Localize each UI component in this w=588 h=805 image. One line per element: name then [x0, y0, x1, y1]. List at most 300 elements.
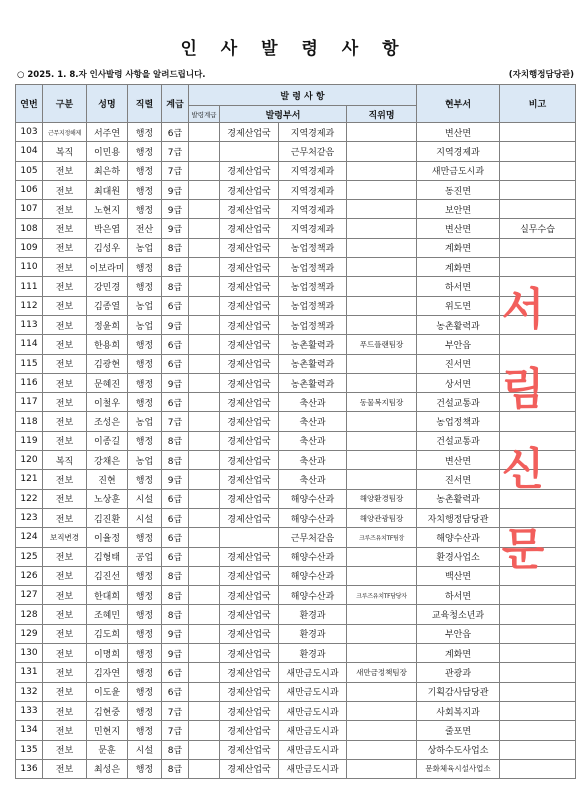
cell-type: 전보 [43, 547, 87, 566]
cell-current: 새만금도시과 [417, 161, 500, 180]
cell-type: 전보 [43, 354, 87, 373]
cell-order-bureau: 경제산업국 [220, 663, 279, 682]
cell-type: 전보 [43, 277, 87, 296]
cell-order-position [347, 605, 417, 624]
cell-order-grade [189, 682, 220, 701]
cell-note [500, 508, 576, 527]
cell-order-grade [189, 373, 220, 392]
cell-order-dept: 새만금도시과 [279, 740, 347, 759]
cell-type: 보직변경 [43, 528, 87, 547]
cell-current: 사회복지과 [417, 701, 500, 720]
cell-grade: 6급 [162, 393, 189, 412]
cell-current: 변산면 [417, 219, 500, 238]
cell-order-dept: 근무처같음 [279, 142, 347, 161]
cell-type: 전보 [43, 586, 87, 605]
cell-grade: 9급 [162, 200, 189, 219]
cell-grade: 6급 [162, 528, 189, 547]
cell-order-position [347, 566, 417, 585]
cell-current: 건설교통과 [417, 431, 500, 450]
cell-grade: 8급 [162, 431, 189, 450]
cell-order-bureau: 경제산업국 [220, 238, 279, 257]
cell-order-grade [189, 701, 220, 720]
cell-type: 전보 [43, 180, 87, 199]
cell-name: 노상훈 [87, 489, 128, 508]
cell-note [500, 644, 576, 663]
watermark-char: 문 [501, 524, 545, 575]
cell-order-position: 새만금정책팀장 [347, 663, 417, 682]
cell-order-dept: 새만금도시과 [279, 701, 347, 720]
table-row [16, 740, 576, 759]
cell-order-grade [189, 393, 220, 412]
cell-no: 124 [16, 528, 43, 547]
cell-type: 전보 [43, 219, 87, 238]
cell-order-grade [189, 644, 220, 663]
cell-name: 강민경 [87, 277, 128, 296]
cell-type: 전보 [43, 315, 87, 334]
cell-order-position: 크루즈유치TF담당자 [347, 586, 417, 605]
cell-note [500, 200, 576, 219]
cell-no: 120 [16, 451, 43, 470]
cell-order-position [347, 200, 417, 219]
cell-order-bureau: 경제산업국 [220, 470, 279, 489]
cell-series: 행정 [128, 566, 162, 585]
cell-order-bureau: 경제산업국 [220, 296, 279, 315]
cell-order-grade [189, 200, 220, 219]
cell-order-grade [189, 489, 220, 508]
col-series: 직렬 [128, 85, 162, 123]
table-row [16, 373, 576, 392]
cell-type: 근무지정해제 [43, 123, 87, 142]
cell-order-grade [189, 335, 220, 354]
cell-grade: 9급 [162, 470, 189, 489]
cell-order-bureau: 경제산업국 [220, 123, 279, 142]
cell-name: 김형태 [87, 547, 128, 566]
cell-order-dept: 지역경제과 [279, 219, 347, 238]
cell-order-dept: 농업정책과 [279, 277, 347, 296]
cell-order-bureau: 경제산업국 [220, 759, 279, 778]
cell-order-grade [189, 740, 220, 759]
cell-series: 행정 [128, 200, 162, 219]
cell-note [500, 663, 576, 682]
cell-current: 환경사업소 [417, 547, 500, 566]
watermark-char: 신 [501, 444, 545, 495]
cell-current: 하서면 [417, 277, 500, 296]
cell-order-position [347, 644, 417, 663]
table-row [16, 315, 576, 334]
cell-grade: 9급 [162, 373, 189, 392]
cell-note [500, 528, 576, 547]
cell-order-grade [189, 528, 220, 547]
cell-series: 행정 [128, 663, 162, 682]
cell-note [500, 605, 576, 624]
cell-name: 조성은 [87, 412, 128, 431]
cell-order-dept: 농업정책과 [279, 238, 347, 257]
cell-order-grade [189, 624, 220, 643]
cell-no: 118 [16, 412, 43, 431]
col-no: 연번 [16, 85, 43, 123]
cell-name: 진현 [87, 470, 128, 489]
cell-order-dept: 새만금도시과 [279, 759, 347, 778]
cell-order-dept: 해양수산과 [279, 586, 347, 605]
cell-note [500, 180, 576, 199]
cell-order-bureau: 경제산업국 [220, 451, 279, 470]
cell-name: 강채은 [87, 451, 128, 470]
cell-order-dept: 농업정책과 [279, 315, 347, 334]
cell-grade: 8급 [162, 258, 189, 277]
cell-type: 전보 [43, 759, 87, 778]
cell-current: 상서면 [417, 373, 500, 392]
cell-no: 122 [16, 489, 43, 508]
table-row [16, 200, 576, 219]
cell-order-position [347, 701, 417, 720]
cell-order-position [347, 296, 417, 315]
table-row [16, 123, 576, 142]
cell-order-grade [189, 161, 220, 180]
cell-type: 전보 [43, 373, 87, 392]
cell-type: 전보 [43, 489, 87, 508]
cell-grade: 6급 [162, 296, 189, 315]
cell-name: 이도윤 [87, 682, 128, 701]
cell-type: 전보 [43, 682, 87, 701]
cell-order-grade [189, 123, 220, 142]
cell-series: 행정 [128, 258, 162, 277]
cell-order-bureau: 경제산업국 [220, 431, 279, 450]
cell-name: 한대희 [87, 586, 128, 605]
cell-name: 이율정 [87, 528, 128, 547]
cell-note [500, 123, 576, 142]
table-row [16, 759, 576, 778]
cell-no: 109 [16, 238, 43, 257]
cell-note [500, 238, 576, 257]
cell-note [500, 701, 576, 720]
cell-current: 부안읍 [417, 335, 500, 354]
cell-order-grade [189, 219, 220, 238]
cell-type: 전보 [43, 335, 87, 354]
cell-note [500, 315, 576, 334]
cell-order-position [347, 354, 417, 373]
cell-type: 전보 [43, 412, 87, 431]
cell-name: 노현지 [87, 200, 128, 219]
cell-type: 전보 [43, 470, 87, 489]
cell-grade: 9급 [162, 315, 189, 334]
cell-note [500, 258, 576, 277]
cell-order-grade [189, 566, 220, 585]
cell-current: 진서면 [417, 354, 500, 373]
cell-current: 위도면 [417, 296, 500, 315]
cell-note [500, 566, 576, 585]
cell-type: 전보 [43, 566, 87, 585]
table-row [16, 489, 576, 508]
cell-series: 행정 [128, 161, 162, 180]
cell-no: 117 [16, 393, 43, 412]
cell-order-dept: 해양수산과 [279, 508, 347, 527]
col-order-group: 발 령 사 항 [189, 85, 417, 106]
cell-order-bureau: 경제산업국 [220, 412, 279, 431]
cell-type: 전보 [43, 624, 87, 643]
cell-order-position [347, 238, 417, 257]
cell-order-grade [189, 586, 220, 605]
cell-order-dept: 축산과 [279, 470, 347, 489]
table-row [16, 142, 576, 161]
cell-current: 변산면 [417, 451, 500, 470]
table-row [16, 219, 576, 238]
cell-no: 136 [16, 759, 43, 778]
table-row [16, 701, 576, 720]
cell-order-grade [189, 412, 220, 431]
cell-series: 행정 [128, 624, 162, 643]
cell-order-dept: 환경과 [279, 624, 347, 643]
cell-grade: 8급 [162, 586, 189, 605]
cell-grade: 9급 [162, 180, 189, 199]
cell-order-grade [189, 238, 220, 257]
cell-note [500, 470, 576, 489]
cell-order-dept: 농업정책과 [279, 258, 347, 277]
cell-order-grade [189, 721, 220, 740]
cell-series: 행정 [128, 605, 162, 624]
table-row [16, 277, 576, 296]
cell-order-grade [189, 663, 220, 682]
cell-order-dept: 해양수산과 [279, 547, 347, 566]
cell-no: 125 [16, 547, 43, 566]
cell-order-dept: 지역경제과 [279, 200, 347, 219]
cell-note [500, 721, 576, 740]
cell-series: 공업 [128, 547, 162, 566]
cell-series: 행정 [128, 373, 162, 392]
cell-no: 114 [16, 335, 43, 354]
cell-order-position [347, 161, 417, 180]
cell-series: 행정 [128, 277, 162, 296]
cell-order-position: 해양관광팀장 [347, 508, 417, 527]
cell-series: 농업 [128, 412, 162, 431]
table-row [16, 470, 576, 489]
cell-order-grade [189, 180, 220, 199]
table-row [16, 566, 576, 585]
cell-no: 115 [16, 354, 43, 373]
cell-name: 김진선 [87, 566, 128, 585]
cell-series: 행정 [128, 431, 162, 450]
cell-name: 정윤희 [87, 315, 128, 334]
cell-type: 전보 [43, 663, 87, 682]
cell-grade: 7급 [162, 412, 189, 431]
cell-current: 교육청소년과 [417, 605, 500, 624]
cell-type: 전보 [43, 605, 87, 624]
table-row [16, 335, 576, 354]
cell-note [500, 740, 576, 759]
cell-grade: 7급 [162, 701, 189, 720]
cell-grade: 8급 [162, 740, 189, 759]
cell-no: 123 [16, 508, 43, 527]
cell-grade: 8급 [162, 277, 189, 296]
cell-note [500, 759, 576, 778]
cell-note [500, 682, 576, 701]
cell-name: 이종길 [87, 431, 128, 450]
cell-current: 문화체육시설사업소 [417, 759, 500, 778]
cell-grade: 7급 [162, 161, 189, 180]
cell-type: 복직 [43, 451, 87, 470]
cell-no: 132 [16, 682, 43, 701]
cell-series: 행정 [128, 701, 162, 720]
cell-grade: 8급 [162, 605, 189, 624]
cell-order-dept: 근무처같음 [279, 528, 347, 547]
cell-type: 전보 [43, 393, 87, 412]
cell-current: 건설교통과 [417, 393, 500, 412]
cell-current: 지역경제과 [417, 142, 500, 161]
cell-order-position: 크루즈유치TF팀장 [347, 528, 417, 547]
cell-current: 줄포면 [417, 721, 500, 740]
cell-order-bureau: 경제산업국 [220, 740, 279, 759]
cell-current: 계화면 [417, 258, 500, 277]
watermark-char: 림 [501, 364, 545, 415]
cell-order-position [347, 180, 417, 199]
cell-order-dept: 새만금도시과 [279, 663, 347, 682]
cell-name: 박은엽 [87, 219, 128, 238]
cell-no: 104 [16, 142, 43, 161]
cell-order-bureau: 경제산업국 [220, 335, 279, 354]
cell-order-bureau: 경제산업국 [220, 508, 279, 527]
cell-order-grade [189, 508, 220, 527]
cell-grade: 8급 [162, 566, 189, 585]
cell-order-position: 동물복지팀장 [347, 393, 417, 412]
cell-no: 127 [16, 586, 43, 605]
cell-order-position [347, 740, 417, 759]
cell-type: 전보 [43, 508, 87, 527]
cell-order-dept: 농업정책과 [279, 296, 347, 315]
cell-current: 자치행정담당관 [417, 508, 500, 527]
cell-name: 조혜민 [87, 605, 128, 624]
cell-type: 복직 [43, 142, 87, 161]
cell-order-position [347, 412, 417, 431]
cell-order-dept: 해양수산과 [279, 566, 347, 585]
notice-line [17, 68, 574, 80]
cell-no: 106 [16, 180, 43, 199]
cell-type: 전보 [43, 258, 87, 277]
cell-order-dept: 농촌활력과 [279, 335, 347, 354]
cell-order-bureau: 경제산업국 [220, 180, 279, 199]
cell-series: 행정 [128, 528, 162, 547]
cell-current: 상하수도사업소 [417, 740, 500, 759]
table-row [16, 586, 576, 605]
table-row [16, 258, 576, 277]
cell-order-grade [189, 277, 220, 296]
cell-no: 130 [16, 644, 43, 663]
cell-name: 한용희 [87, 335, 128, 354]
cell-note [500, 547, 576, 566]
table-row [16, 508, 576, 527]
cell-name: 문훈 [87, 740, 128, 759]
cell-order-bureau: 경제산업국 [220, 566, 279, 585]
cell-grade: 6급 [162, 489, 189, 508]
cell-order-dept: 새만금도시과 [279, 682, 347, 701]
cell-name: 서주연 [87, 123, 128, 142]
cell-order-position [347, 547, 417, 566]
cell-type: 전보 [43, 644, 87, 663]
cell-no: 116 [16, 373, 43, 392]
cell-order-bureau: 경제산업국 [220, 605, 279, 624]
notice-text: ○ 2025. 1. 8.자 인사발령 사항을 알려드립니다. [17, 70, 206, 80]
cell-order-position [347, 373, 417, 392]
cell-name: 김도희 [87, 624, 128, 643]
cell-current: 농촌활력과 [417, 489, 500, 508]
cell-series: 행정 [128, 335, 162, 354]
cell-grade: 6급 [162, 682, 189, 701]
cell-series: 농업 [128, 238, 162, 257]
cell-order-grade [189, 470, 220, 489]
cell-order-grade [189, 315, 220, 334]
cell-no: 112 [16, 296, 43, 315]
cell-note [500, 431, 576, 450]
table-row [16, 644, 576, 663]
cell-note [500, 335, 576, 354]
cell-note [500, 354, 576, 373]
cell-no: 105 [16, 161, 43, 180]
col-type: 구분 [43, 85, 87, 123]
cell-current: 보안면 [417, 200, 500, 219]
cell-note [500, 412, 576, 431]
col-note: 비고 [500, 85, 576, 123]
cell-order-bureau [220, 528, 279, 547]
cell-order-bureau: 경제산업국 [220, 354, 279, 373]
cell-current: 계화면 [417, 238, 500, 257]
cell-order-position [347, 759, 417, 778]
cell-order-dept: 해양수산과 [279, 489, 347, 508]
cell-order-position: 푸드플랜팀장 [347, 335, 417, 354]
cell-order-dept: 지역경제과 [279, 180, 347, 199]
cell-series: 행정 [128, 644, 162, 663]
table-row [16, 451, 576, 470]
table-row [16, 161, 576, 180]
cell-type: 전보 [43, 431, 87, 450]
cell-type: 전보 [43, 721, 87, 740]
table-row [16, 528, 576, 547]
cell-no: 103 [16, 123, 43, 142]
cell-no: 113 [16, 315, 43, 334]
cell-grade: 6급 [162, 354, 189, 373]
cell-name: 이명희 [87, 644, 128, 663]
cell-order-bureau: 경제산업국 [220, 644, 279, 663]
col-order-position: 직위명 [347, 106, 417, 123]
cell-order-bureau: 경제산업국 [220, 373, 279, 392]
cell-series: 전산 [128, 219, 162, 238]
cell-no: 134 [16, 721, 43, 740]
cell-order-dept: 환경과 [279, 644, 347, 663]
cell-note [500, 451, 576, 470]
cell-series: 농업 [128, 315, 162, 334]
cell-current: 계화면 [417, 644, 500, 663]
cell-series: 행정 [128, 682, 162, 701]
table-row [16, 180, 576, 199]
cell-order-bureau: 경제산업국 [220, 701, 279, 720]
cell-grade: 6급 [162, 335, 189, 354]
cell-grade: 9급 [162, 624, 189, 643]
cell-no: 108 [16, 219, 43, 238]
cell-series: 농업 [128, 451, 162, 470]
cell-name: 이민용 [87, 142, 128, 161]
cell-series: 행정 [128, 586, 162, 605]
cell-grade: 6급 [162, 663, 189, 682]
cell-order-grade [189, 296, 220, 315]
cell-order-position [347, 219, 417, 238]
cell-name: 김광현 [87, 354, 128, 373]
cell-note [500, 393, 576, 412]
cell-order-dept: 축산과 [279, 393, 347, 412]
cell-order-grade [189, 759, 220, 778]
cell-current: 농촌활력과 [417, 315, 500, 334]
cell-order-dept: 농촌활력과 [279, 354, 347, 373]
cell-order-grade [189, 258, 220, 277]
cell-order-position [347, 315, 417, 334]
cell-current: 하서면 [417, 586, 500, 605]
cell-order-bureau: 경제산업국 [220, 489, 279, 508]
